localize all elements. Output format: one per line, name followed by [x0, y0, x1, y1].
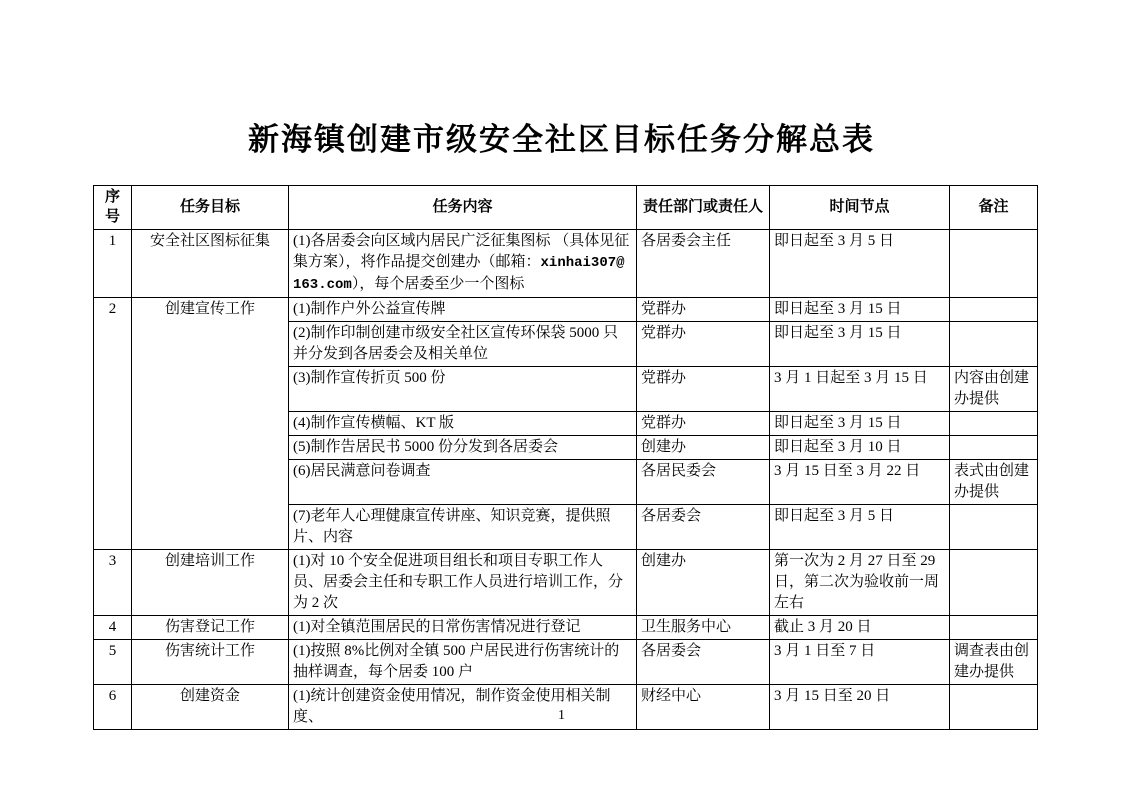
cell-time: 第一次为 2 月 27 日至 29 日，第二次为验收前一周左右 — [770, 550, 950, 616]
cell-remark — [950, 322, 1038, 367]
task-row — [94, 298, 1038, 322]
cell-time: 3 月 1 日起至 3 月 15 日 — [770, 367, 950, 412]
cell-content: (5)制作告居民书 5000 份分发到各居委会 — [289, 436, 637, 460]
cell-goal: 创建资金 — [132, 685, 289, 730]
cell-no: 2 — [94, 298, 132, 550]
cell-content: (6)居民满意问卷调查 — [289, 460, 637, 505]
cell-content: (7)老年人心理健康宣传讲座、知识竞赛，提供照片、内容 — [289, 505, 637, 550]
cell-content: (4)制作宣传横幅、KT 版 — [289, 412, 637, 436]
cell-dept: 党群办 — [637, 367, 770, 412]
cell-content: (3)制作宣传折页 500 份 — [289, 367, 637, 412]
cell-remark — [950, 616, 1038, 640]
cell-time: 即日起至 3 月 5 日 — [770, 505, 950, 550]
cell-time: 即日起至 3 月 5 日 — [770, 230, 950, 298]
cell-dept: 各居民委会 — [637, 460, 770, 505]
document-title: 新海镇创建市级安全社区目标任务分解总表 — [248, 122, 875, 157]
col-header-no — [94, 186, 132, 230]
page-number: 1 — [558, 708, 565, 723]
cell-content: (1)制作户外公益宣传牌 — [289, 298, 637, 322]
cell-goal: 创建宣传工作 — [132, 298, 289, 550]
table-header-row — [94, 186, 1038, 230]
cell-no: 3 — [94, 550, 132, 616]
cell-time: 3 月 1 日至 7 日 — [770, 640, 950, 685]
cell-remark: 内容由创建办提供 — [950, 367, 1038, 412]
col-header-dept: 责任部门或责任人 — [637, 186, 770, 230]
cell-content: (1)按照 8%比例对全镇 500 户居民进行伤害统计的抽样调查，每个居委 100 户 — [289, 640, 637, 685]
cell-dept: 创建办 — [637, 550, 770, 616]
task-breakdown-table — [93, 185, 1038, 730]
cell-dept: 党群办 — [637, 298, 770, 322]
cell-dept: 卫生服务中心 — [637, 616, 770, 640]
cell-dept: 各居委会 — [637, 640, 770, 685]
cell-remark: 表式由创建办提供 — [950, 460, 1038, 505]
col-header-goal: 任务目标 — [132, 186, 289, 230]
cell-no: 6 — [94, 685, 132, 730]
task-row — [94, 230, 1038, 298]
task-row — [94, 640, 1038, 685]
cell-no: 5 — [94, 640, 132, 685]
cell-remark — [950, 436, 1038, 460]
cell-content: (1)对全镇范围居民的日常伤害情况进行登记 — [289, 616, 637, 640]
col-header-time: 时间节点 — [770, 186, 950, 230]
col-header-no-label: 序号 — [104, 189, 120, 226]
content-text-prefix: (1)各居委会向区域内居民广泛征集图标 （具体见征集方案），将作品提交创建办（邮箱： — [293, 233, 630, 271]
cell-time: 即日起至 3 月 15 日 — [770, 322, 950, 367]
task-row — [94, 550, 1038, 616]
task-row — [94, 616, 1038, 640]
cell-time: 3 月 15 日至 3 月 22 日 — [770, 460, 950, 505]
content-email: xinhai307@163.com — [293, 255, 625, 294]
cell-no: 4 — [94, 616, 132, 640]
cell-dept: 党群办 — [637, 412, 770, 436]
col-header-content: 任务内容 — [289, 186, 637, 230]
cell-goal: 创建培训工作 — [132, 550, 289, 616]
cell-dept: 各居委会 — [637, 505, 770, 550]
cell-time: 截止 3 月 20 日 — [770, 616, 950, 640]
cell-time: 3 月 15 日至 20 日 — [770, 685, 950, 730]
cell-remark — [950, 298, 1038, 322]
cell-remark — [950, 412, 1038, 436]
cell-content: (2)制作印制创建市级安全社区宣传环保袋 5000 只并分发到各居委会及相关单位 — [289, 322, 637, 367]
cell-remark — [950, 505, 1038, 550]
cell-remark — [950, 230, 1038, 298]
cell-time: 即日起至 3 月 15 日 — [770, 298, 950, 322]
cell-goal: 伤害登记工作 — [132, 616, 289, 640]
content-text-suffix: ），每个居委至少一个图标 — [351, 276, 525, 293]
cell-dept: 创建办 — [637, 436, 770, 460]
cell-content: (1)统计创建资金使用情况，制作资金使用相关制度、 — [289, 685, 637, 730]
cell-time: 即日起至 3 月 10 日 — [770, 436, 950, 460]
cell-dept: 党群办 — [637, 322, 770, 367]
cell-time: 即日起至 3 月 15 日 — [770, 412, 950, 436]
cell-dept: 各居委会主任 — [637, 230, 770, 298]
cell-dept: 财经中心 — [637, 685, 770, 730]
cell-goal: 安全社区图标征集 — [132, 230, 289, 298]
cell-content — [289, 230, 637, 298]
cell-remark — [950, 550, 1038, 616]
cell-content: (1)对 10 个安全促进项目组长和项目专职工作人员、居委会主任和专职工作人员进行培训工作，分为 2 次 — [289, 550, 637, 616]
cell-no: 1 — [94, 230, 132, 298]
cell-goal: 伤害统计工作 — [132, 640, 289, 685]
cell-remark: 调查表由创建办提供 — [950, 640, 1038, 685]
col-header-remark: 备注 — [950, 186, 1038, 230]
